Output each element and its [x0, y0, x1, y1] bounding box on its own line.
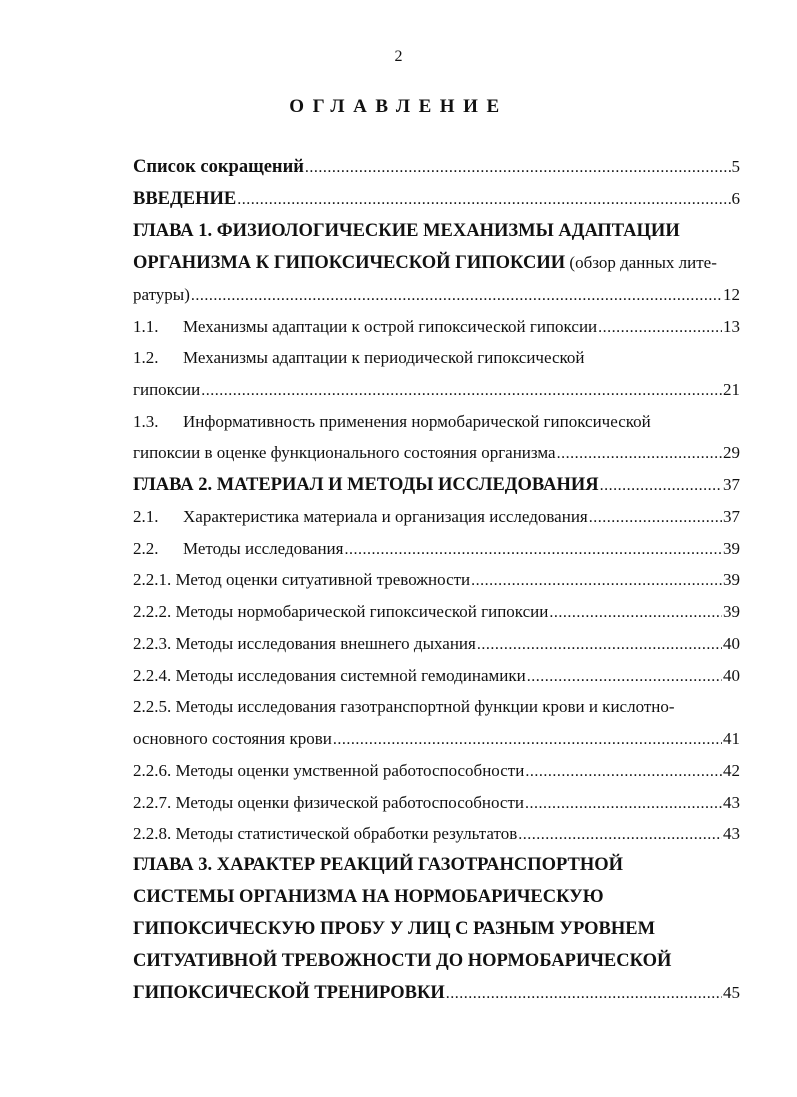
toc-subsection-2-2-2	[133, 597, 740, 627]
dot-leader	[477, 630, 722, 660]
dot-leader	[589, 503, 722, 533]
dot-leader	[237, 185, 730, 215]
dot-leader	[518, 820, 722, 850]
toc-entry-title: ГИПОКСИЧЕСКОЙ ТРЕНИРОВКИ	[133, 983, 445, 1003]
toc-subsection-2-2-4	[133, 661, 740, 691]
dot-leader	[525, 757, 722, 787]
page-number: 2	[394, 48, 403, 65]
dot-leader	[557, 439, 722, 469]
toc-entry-page: 40	[723, 634, 740, 653]
section-number: 2.1.	[133, 507, 159, 526]
section-title-cont: гипоксии в оценке функционального состояния организма	[133, 443, 556, 462]
toc-subsection-2-2-5-cont	[133, 724, 740, 754]
dot-leader	[191, 281, 722, 311]
toc-chapter3-title-line5	[133, 978, 740, 1008]
dot-leader	[344, 535, 722, 565]
dot-leader	[305, 153, 731, 183]
subsection-title: 2.2.6. Методы оценки умственной работоспособности	[133, 761, 525, 780]
toc-chapter1-title-rest: (обзор данных лите-	[565, 253, 717, 272]
section-number: 2.2.	[133, 539, 159, 558]
dot-leader	[600, 471, 722, 501]
toc-entry-page: 39	[723, 539, 740, 558]
toc-section-1-2	[133, 343, 740, 373]
toc-chapter1-title-line1: ГЛАВА 1. ФИЗИОЛОГИЧЕСКИЕ МЕХАНИЗМЫ АДАПТАЦИИ	[133, 221, 680, 241]
section-title: Методы исследования	[183, 539, 344, 558]
section-title: Механизмы адаптации к острой гипоксической гипоксии	[183, 317, 598, 336]
dot-leader	[525, 789, 722, 819]
toc-chapter3-title-line1: ГЛАВА 3. ХАРАКТЕР РЕАКЦИЙ ГАЗОТРАНСПОРТНОЙ	[133, 855, 624, 875]
subsection-title: 2.2.3. Методы исследования внешнего дыхания	[133, 634, 476, 653]
dot-leader	[549, 598, 722, 628]
toc-heading: ОГЛАВЛЕНИЕ	[289, 96, 508, 117]
toc-entry-introduction	[133, 184, 740, 214]
toc-chapter3-title-line4: СИТУАТИВНОЙ ТРЕВОЖНОСТИ ДО НОРМОБАРИЧЕСКОЙ	[133, 951, 672, 971]
section-number: 1.2.	[133, 348, 159, 367]
dot-leader	[446, 979, 722, 1009]
section-title: Механизмы адаптации к периодической гипоксической	[183, 348, 585, 367]
dot-leader	[201, 376, 722, 406]
toc-entry-page: 43	[723, 793, 740, 812]
subsection-title: 2.2.4. Методы исследования системной гемодинамики	[133, 666, 526, 685]
toc-subsection-2-2-6	[133, 756, 740, 786]
toc-entry-page: 42	[723, 761, 740, 780]
toc-entry-title: ратуры)	[133, 285, 190, 304]
dot-leader	[598, 313, 722, 343]
toc-entry-abbreviations	[133, 152, 740, 182]
section-number: 1.1.	[133, 317, 159, 336]
toc-subsection-2-2-5: 2.2.5. Методы исследования газотранспортной функции крови и кислотно-	[133, 697, 675, 716]
section-title: Информативность применения нормобарической гипоксической	[183, 412, 651, 431]
subsection-title: 2.2.8. Методы статистической обработки результатов	[133, 824, 518, 843]
toc-entry-page: 41	[723, 729, 740, 748]
toc-section-1-3-cont	[133, 438, 740, 468]
toc-entry-page: 40	[723, 666, 740, 685]
toc-entry-page: 43	[723, 824, 740, 843]
toc-section-1-3	[133, 407, 740, 437]
dot-leader	[527, 662, 722, 692]
toc-chapter1-title-line3	[133, 280, 740, 310]
toc-entry-page: 45	[723, 983, 740, 1002]
toc-entry-page: 37	[723, 475, 740, 494]
toc-subsection-2-2-7	[133, 788, 740, 818]
toc-section-2-1	[133, 502, 740, 532]
section-number: 1.3.	[133, 412, 159, 431]
toc-chapter3-title-line2: СИСТЕМЫ ОРГАНИЗМА НА НОРМОБАРИЧЕСКУЮ	[133, 887, 604, 907]
dot-leader	[333, 725, 722, 755]
toc-entry-page: 21	[723, 380, 740, 399]
toc-entry-page: 12	[723, 285, 740, 304]
toc-subsection-2-2-3	[133, 629, 740, 659]
toc-entry-page: 6	[731, 189, 740, 208]
toc-chapter2	[133, 470, 740, 500]
toc-chapter1-title-bold: ОРГАНИЗМА К ГИПОКСИЧЕСКОЙ ГИПОКСИИ	[133, 253, 566, 273]
subsection-title: 2.2.1. Метод оценки ситуативной тревожности	[133, 570, 471, 589]
toc-entry-page: 39	[723, 602, 740, 621]
toc-section-1-1	[133, 312, 740, 342]
toc-chapter1-title-line2	[133, 248, 740, 278]
toc-subsection-2-2-1	[133, 565, 740, 595]
toc-entry-page: 13	[723, 317, 740, 336]
subsection-title: 2.2.2. Методы нормобарической гипоксической гипоксии	[133, 602, 549, 621]
subsection-title-cont: основного состояния крови	[133, 729, 332, 748]
section-title-cont: гипоксии	[133, 380, 201, 399]
toc-entry-page: 5	[731, 157, 740, 176]
toc-entry-title: ГЛАВА 2. МАТЕРИАЛ И МЕТОДЫ ИССЛЕДОВАНИЯ	[133, 475, 599, 495]
section-title: Характеристика материала и организация исследования	[183, 507, 588, 526]
toc-entry-page: 37	[723, 507, 740, 526]
toc-entry-title: Список сокращений	[133, 157, 304, 177]
toc-entry-title: ВВЕДЕНИЕ	[133, 189, 237, 209]
dot-leader	[471, 566, 722, 596]
subsection-title: 2.2.7. Методы оценки физической работоспособности	[133, 793, 525, 812]
toc-section-2-2	[133, 534, 740, 564]
toc-entry-page: 29	[723, 443, 740, 462]
toc-entry-page: 39	[723, 570, 740, 589]
toc-section-1-2-cont	[133, 375, 740, 405]
toc-subsection-2-2-8	[133, 819, 740, 849]
toc-chapter3-title-line3: ГИПОКСИЧЕСКУЮ ПРОБУ У ЛИЦ С РАЗНЫМ УРОВНЕМ	[133, 919, 656, 939]
